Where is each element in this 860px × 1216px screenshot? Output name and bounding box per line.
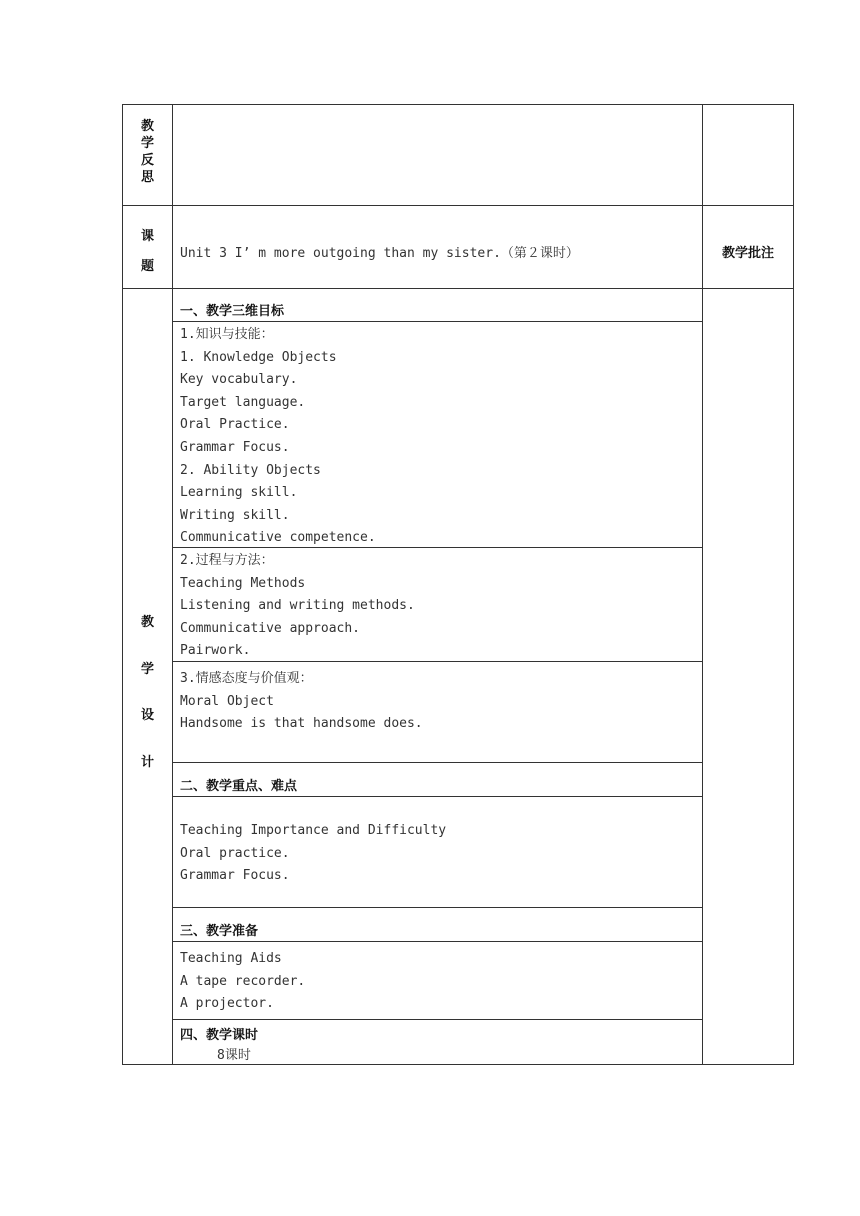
section-line: 2. Ability Objects	[180, 462, 321, 478]
topic-label-char: 课	[140, 229, 154, 244]
section-line: 1. Knowledge Objects	[180, 349, 337, 365]
divider-keypoints-heading	[172, 796, 703, 797]
section-line: Moral Object	[180, 693, 274, 709]
section-line: Teaching Aids	[180, 951, 282, 966]
attitude-section	[180, 668, 423, 736]
section-line: Oral Practice.	[180, 417, 290, 433]
notes-column-header: 教学批注	[721, 246, 774, 261]
table-border-bottom	[122, 1064, 794, 1065]
section-line: Learning skill.	[180, 485, 298, 501]
section-line: Communicative competence.	[180, 530, 376, 546]
row-divider-topic	[122, 288, 794, 289]
design-label-char: 教	[140, 615, 154, 630]
section-line: Pairwork.	[180, 643, 251, 659]
divider-objectives-heading	[172, 321, 703, 322]
periods-heading: 四、教学课时	[180, 1028, 259, 1043]
reflection-label-char: 反	[140, 153, 154, 168]
section-line: 3.情感态度与价值观：	[180, 671, 313, 686]
column-divider-label	[172, 104, 173, 1065]
preparation-heading: 三、教学准备	[180, 924, 259, 939]
design-label-char: 设	[140, 708, 154, 723]
reflection-label	[123, 118, 172, 186]
section-line: Grammar Focus.	[180, 868, 290, 884]
reflection-label-char: 教	[140, 119, 154, 134]
reflection-label-char: 学	[140, 136, 154, 151]
section-line: A projector.	[180, 996, 274, 1012]
section-line: Grammar Focus.	[180, 439, 290, 455]
design-label	[123, 600, 172, 786]
topic-label-char: 题	[140, 259, 154, 274]
divider-preparation-heading	[172, 941, 703, 942]
section-line: Oral practice.	[180, 845, 290, 861]
section-line: Teaching Importance and Difficulty	[180, 823, 447, 838]
topic-label	[123, 222, 172, 282]
section-line: Communicative approach.	[180, 620, 361, 636]
key-points-section	[180, 820, 446, 888]
divider-keypoints	[172, 907, 703, 908]
section-line: Listening and writing methods.	[180, 598, 415, 614]
section-line: Target language.	[180, 394, 306, 410]
reflection-label-char: 思	[140, 170, 154, 185]
process-section	[180, 550, 415, 663]
section-line: Writing skill.	[180, 507, 290, 523]
divider-attitude	[172, 762, 703, 763]
objectives-heading: 一、教学三维目标	[180, 304, 285, 319]
table-border-right	[793, 104, 794, 1065]
lesson-title: Unit 3 I’ m more outgoing than my sister.（第２课时）	[180, 246, 579, 261]
design-label-char: 计	[140, 754, 154, 770]
table-border-top	[122, 104, 794, 105]
section-line: 1.知识与技能：	[180, 327, 274, 342]
key-points-heading: 二、教学重点、难点	[180, 779, 298, 794]
row-divider-reflection	[122, 205, 794, 206]
divider-preparation	[172, 1019, 703, 1020]
section-line: Teaching Methods	[180, 575, 306, 591]
section-line: 2.过程与方法：	[180, 553, 274, 568]
design-label-char: 学	[140, 661, 154, 677]
section-line: Key vocabulary.	[180, 372, 298, 388]
periods-value: 8课时	[217, 1048, 251, 1063]
section-line: Handsome is that handsome does.	[180, 716, 423, 732]
preparation-section	[180, 948, 305, 1016]
section-line: A tape recorder.	[180, 973, 306, 989]
knowledge-section	[180, 324, 376, 550]
